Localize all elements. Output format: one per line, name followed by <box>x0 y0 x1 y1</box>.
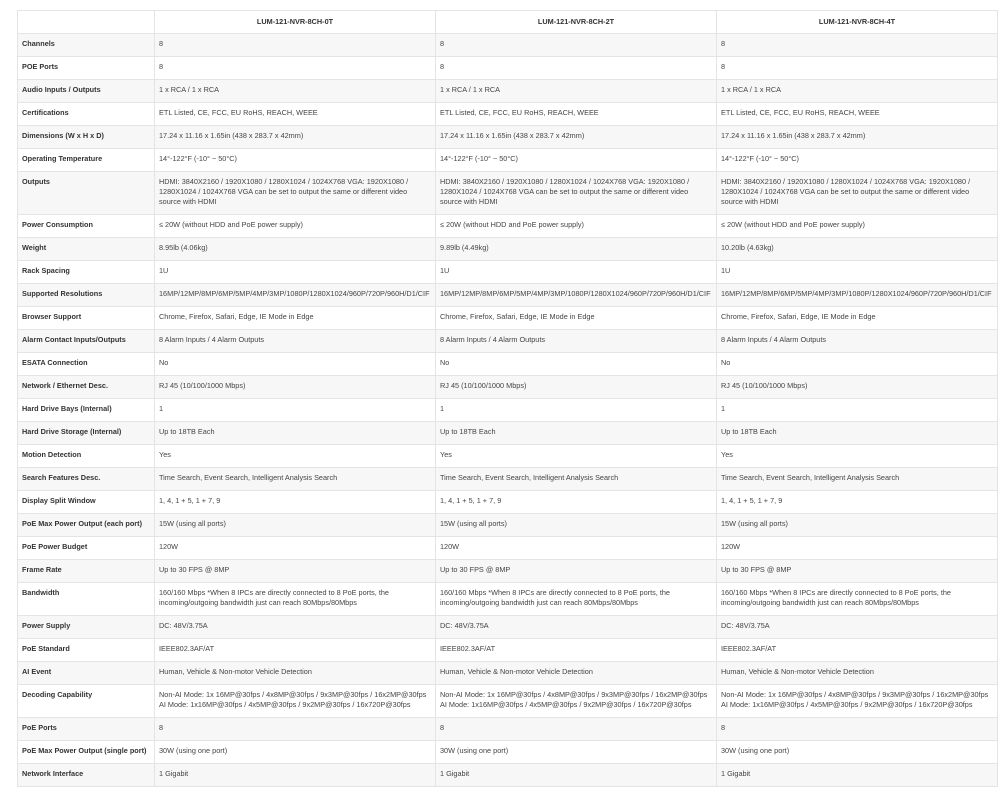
table-row <box>18 514 998 537</box>
row-value: 1 Gigabit <box>155 764 436 787</box>
row-value: 160/160 Mbps *When 8 IPCs are directly connected to 8 PoE ports, the incoming/outgoing bandwidth just can reach 80Mbps/80Mbps <box>155 583 436 616</box>
row-value: IEEE802.3AF/AT <box>436 639 717 662</box>
table-row <box>18 616 998 639</box>
row-value: ETL Listed, CE, FCC, EU RoHS, REACH, WEEE <box>436 103 717 126</box>
table-row <box>18 57 998 80</box>
row-label: Hard Drive Storage (Internal) <box>18 422 155 445</box>
row-value: 10.20lb (4.63kg) <box>717 238 998 261</box>
row-label: Browser Support <box>18 307 155 330</box>
row-label: PoE Power Budget <box>18 537 155 560</box>
row-value: 30W (using one port) <box>717 741 998 764</box>
row-value: HDMI: 3840X2160 / 1920X1080 / 1280X1024 / 1024X768 VGA: 1920X1080 / 1280X1024 / 1024X768 VGA can be set to output the same or different video source with HDMI <box>155 172 436 215</box>
table-row <box>18 741 998 764</box>
row-value: Time Search, Event Search, Intelligent Analysis Search <box>436 468 717 491</box>
row-value: IEEE802.3AF/AT <box>717 639 998 662</box>
table-row <box>18 639 998 662</box>
row-label: Power Supply <box>18 616 155 639</box>
row-label: Hard Drive Bays (Internal) <box>18 399 155 422</box>
row-value: 1 x RCA / 1 x RCA <box>436 80 717 103</box>
table-row <box>18 583 998 616</box>
row-value: 14°-122°F (-10° ~ 50°C) <box>436 149 717 172</box>
row-value: 8 Alarm Inputs / 4 Alarm Outputs <box>717 330 998 353</box>
row-value: ≤ 20W (without HDD and PoE power supply) <box>717 215 998 238</box>
row-value: 1U <box>717 261 998 284</box>
table-row <box>18 376 998 399</box>
row-value: 1 x RCA / 1 x RCA <box>717 80 998 103</box>
table-row <box>18 149 998 172</box>
row-value: Chrome, Firefox, Safari, Edge, IE Mode in Edge <box>155 307 436 330</box>
row-value: 1U <box>436 261 717 284</box>
row-value: RJ 45 (10/100/1000 Mbps) <box>155 376 436 399</box>
row-value: Up to 18TB Each <box>436 422 717 445</box>
table-row <box>18 307 998 330</box>
row-label: Audio Inputs / Outputs <box>18 80 155 103</box>
row-value: ≤ 20W (without HDD and PoE power supply) <box>155 215 436 238</box>
spec-table-container <box>17 10 997 787</box>
row-value: 1, 4, 1 + 5, 1 + 7, 9 <box>717 491 998 514</box>
row-value: Up to 30 FPS @ 8MP <box>436 560 717 583</box>
row-label: Certifications <box>18 103 155 126</box>
row-value: 8 <box>155 34 436 57</box>
row-value: 120W <box>155 537 436 560</box>
row-value: RJ 45 (10/100/1000 Mbps) <box>436 376 717 399</box>
row-value: 160/160 Mbps *When 8 IPCs are directly connected to 8 PoE ports, the incoming/outgoing bandwidth just can reach 80Mbps/80Mbps <box>717 583 998 616</box>
table-row <box>18 537 998 560</box>
row-label: PoE Standard <box>18 639 155 662</box>
row-value: 1 <box>155 399 436 422</box>
row-value: 30W (using one port) <box>155 741 436 764</box>
row-value: Human, Vehicle & Non-motor Vehicle Detection <box>717 662 998 685</box>
row-label: AI Event <box>18 662 155 685</box>
table-row <box>18 261 998 284</box>
row-label: Network / Ethernet Desc. <box>18 376 155 399</box>
row-value: DC: 48V/3.75A <box>717 616 998 639</box>
table-row <box>18 685 998 718</box>
row-value: Up to 18TB Each <box>155 422 436 445</box>
table-row <box>18 662 998 685</box>
row-value: 8 Alarm Inputs / 4 Alarm Outputs <box>155 330 436 353</box>
row-value: Chrome, Firefox, Safari, Edge, IE Mode in Edge <box>717 307 998 330</box>
row-value: ETL Listed, CE, FCC, EU RoHS, REACH, WEEE <box>717 103 998 126</box>
row-value: Yes <box>155 445 436 468</box>
table-row <box>18 560 998 583</box>
row-value: Up to 30 FPS @ 8MP <box>717 560 998 583</box>
row-value: ETL Listed, CE, FCC, EU RoHS, REACH, WEEE <box>155 103 436 126</box>
row-value: 120W <box>436 537 717 560</box>
row-value: 120W <box>717 537 998 560</box>
row-label: Weight <box>18 238 155 261</box>
row-value: Up to 18TB Each <box>717 422 998 445</box>
row-value: 8 <box>717 34 998 57</box>
row-value: Yes <box>436 445 717 468</box>
header-cell-model: LUM-121-NVR-8CH-0T <box>155 11 436 34</box>
row-value: 14°-122°F (-10° ~ 50°C) <box>155 149 436 172</box>
row-value: 14°-122°F (-10° ~ 50°C) <box>717 149 998 172</box>
row-value: 8 <box>436 57 717 80</box>
table-row <box>18 126 998 149</box>
row-value: 160/160 Mbps *When 8 IPCs are directly connected to 8 PoE ports, the incoming/outgoing bandwidth just can reach 80Mbps/80Mbps <box>436 583 717 616</box>
row-value: Time Search, Event Search, Intelligent Analysis Search <box>155 468 436 491</box>
row-value: HDMI: 3840X2160 / 1920X1080 / 1280X1024 / 1024X768 VGA: 1920X1080 / 1280X1024 / 1024X768 VGA can be set to output the same or different video source with HDMI <box>436 172 717 215</box>
row-value: Up to 30 FPS @ 8MP <box>155 560 436 583</box>
header-cell-model: LUM-121-NVR-8CH-2T <box>436 11 717 34</box>
table-row <box>18 34 998 57</box>
row-label: Operating Temperature <box>18 149 155 172</box>
row-value: IEEE802.3AF/AT <box>155 639 436 662</box>
row-label: Motion Detection <box>18 445 155 468</box>
row-value: 1 Gigabit <box>717 764 998 787</box>
table-row <box>18 284 998 307</box>
table-row <box>18 718 998 741</box>
row-value: DC: 48V/3.75A <box>436 616 717 639</box>
row-value: 8 <box>717 57 998 80</box>
row-value: 9.89lb (4.49kg) <box>436 238 717 261</box>
row-value: 8 <box>436 718 717 741</box>
row-value: 8 <box>155 718 436 741</box>
row-value: RJ 45 (10/100/1000 Mbps) <box>717 376 998 399</box>
row-value: No <box>436 353 717 376</box>
row-label: Supported Resolutions <box>18 284 155 307</box>
row-value: 17.24 x 11.16 x 1.65in (438 x 283.7 x 42mm) <box>717 126 998 149</box>
row-value: 15W (using all ports) <box>436 514 717 537</box>
row-value: 17.24 x 11.16 x 1.65in (438 x 283.7 x 42mm) <box>436 126 717 149</box>
row-value: 8 <box>717 718 998 741</box>
row-label: Frame Rate <box>18 560 155 583</box>
row-value: Non-AI Mode: 1x 16MP@30fps / 4x8MP@30fps / 9x3MP@30fps / 16x2MP@30fps AI Mode: 1x16MP@30fps / 4x5MP@30fps / 9x2MP@30fps / 16x720P@30fps <box>717 685 998 718</box>
row-value: 16MP/12MP/8MP/6MP/5MP/4MP/3MP/1080P/1280X1024/960P/720P/960H/D1/CIF <box>436 284 717 307</box>
header-cell-empty <box>18 11 155 34</box>
spec-comparison-table <box>17 10 998 787</box>
table-row <box>18 422 998 445</box>
row-label: Outputs <box>18 172 155 215</box>
table-row <box>18 764 998 787</box>
table-row <box>18 445 998 468</box>
row-value: 1 Gigabit <box>436 764 717 787</box>
row-label: POE Ports <box>18 57 155 80</box>
row-value: 8 Alarm Inputs / 4 Alarm Outputs <box>436 330 717 353</box>
row-value: 1U <box>155 261 436 284</box>
table-row <box>18 353 998 376</box>
row-value: Yes <box>717 445 998 468</box>
row-value: 1 x RCA / 1 x RCA <box>155 80 436 103</box>
row-value: Human, Vehicle & Non-motor Vehicle Detection <box>436 662 717 685</box>
row-label: Power Consumption <box>18 215 155 238</box>
row-value: No <box>155 353 436 376</box>
row-value: Time Search, Event Search, Intelligent Analysis Search <box>717 468 998 491</box>
row-value: Non-AI Mode: 1x 16MP@30fps / 4x8MP@30fps / 9x3MP@30fps / 16x2MP@30fps AI Mode: 1x16MP@30fps / 4x5MP@30fps / 9x2MP@30fps / 16x720P@30fps <box>436 685 717 718</box>
header-cell-model: LUM-121-NVR-8CH-4T <box>717 11 998 34</box>
row-value: 1, 4, 1 + 5, 1 + 7, 9 <box>155 491 436 514</box>
row-label: ESATA Connection <box>18 353 155 376</box>
table-row <box>18 172 998 215</box>
spec-table-body <box>18 34 998 787</box>
row-label: Search Features Desc. <box>18 468 155 491</box>
table-row <box>18 399 998 422</box>
row-value: 15W (using all ports) <box>155 514 436 537</box>
row-value: 8 <box>436 34 717 57</box>
row-label: PoE Ports <box>18 718 155 741</box>
table-row <box>18 238 998 261</box>
row-value: 17.24 x 11.16 x 1.65in (438 x 283.7 x 42mm) <box>155 126 436 149</box>
row-value: 8.95lb (4.06kg) <box>155 238 436 261</box>
row-value: Chrome, Firefox, Safari, Edge, IE Mode in Edge <box>436 307 717 330</box>
row-value: 16MP/12MP/8MP/6MP/5MP/4MP/3MP/1080P/1280X1024/960P/720P/960H/D1/CIF <box>155 284 436 307</box>
table-row <box>18 491 998 514</box>
row-value: 1 <box>717 399 998 422</box>
row-value: 16MP/12MP/8MP/6MP/5MP/4MP/3MP/1080P/1280X1024/960P/720P/960H/D1/CIF <box>717 284 998 307</box>
table-row <box>18 103 998 126</box>
row-label: PoE Max Power Output (each port) <box>18 514 155 537</box>
row-label: Display Split Window <box>18 491 155 514</box>
row-label: Bandwidth <box>18 583 155 616</box>
row-value: 8 <box>155 57 436 80</box>
row-value: 15W (using all ports) <box>717 514 998 537</box>
row-label: Channels <box>18 34 155 57</box>
row-label: Rack Spacing <box>18 261 155 284</box>
table-row <box>18 330 998 353</box>
table-row <box>18 215 998 238</box>
row-label: Network Interface <box>18 764 155 787</box>
row-value: 1, 4, 1 + 5, 1 + 7, 9 <box>436 491 717 514</box>
row-value: 30W (using one port) <box>436 741 717 764</box>
row-value: HDMI: 3840X2160 / 1920X1080 / 1280X1024 / 1024X768 VGA: 1920X1080 / 1280X1024 / 1024X768 VGA can be set to output the same or different video source with HDMI <box>717 172 998 215</box>
row-value: No <box>717 353 998 376</box>
row-label: Dimensions (W x H x D) <box>18 126 155 149</box>
row-value: Non-AI Mode: 1x 16MP@30fps / 4x8MP@30fps / 9x3MP@30fps / 16x2MP@30fps AI Mode: 1x16MP@30fps / 4x5MP@30fps / 9x2MP@30fps / 16x720P@30fps <box>155 685 436 718</box>
row-label: Alarm Contact Inputs/Outputs <box>18 330 155 353</box>
table-row <box>18 468 998 491</box>
header-row <box>18 11 998 34</box>
row-label: Decoding Capability <box>18 685 155 718</box>
table-row <box>18 80 998 103</box>
row-value: DC: 48V/3.75A <box>155 616 436 639</box>
row-value: Human, Vehicle & Non-motor Vehicle Detection <box>155 662 436 685</box>
row-value: 1 <box>436 399 717 422</box>
row-value: ≤ 20W (without HDD and PoE power supply) <box>436 215 717 238</box>
row-label: PoE Max Power Output (single port) <box>18 741 155 764</box>
